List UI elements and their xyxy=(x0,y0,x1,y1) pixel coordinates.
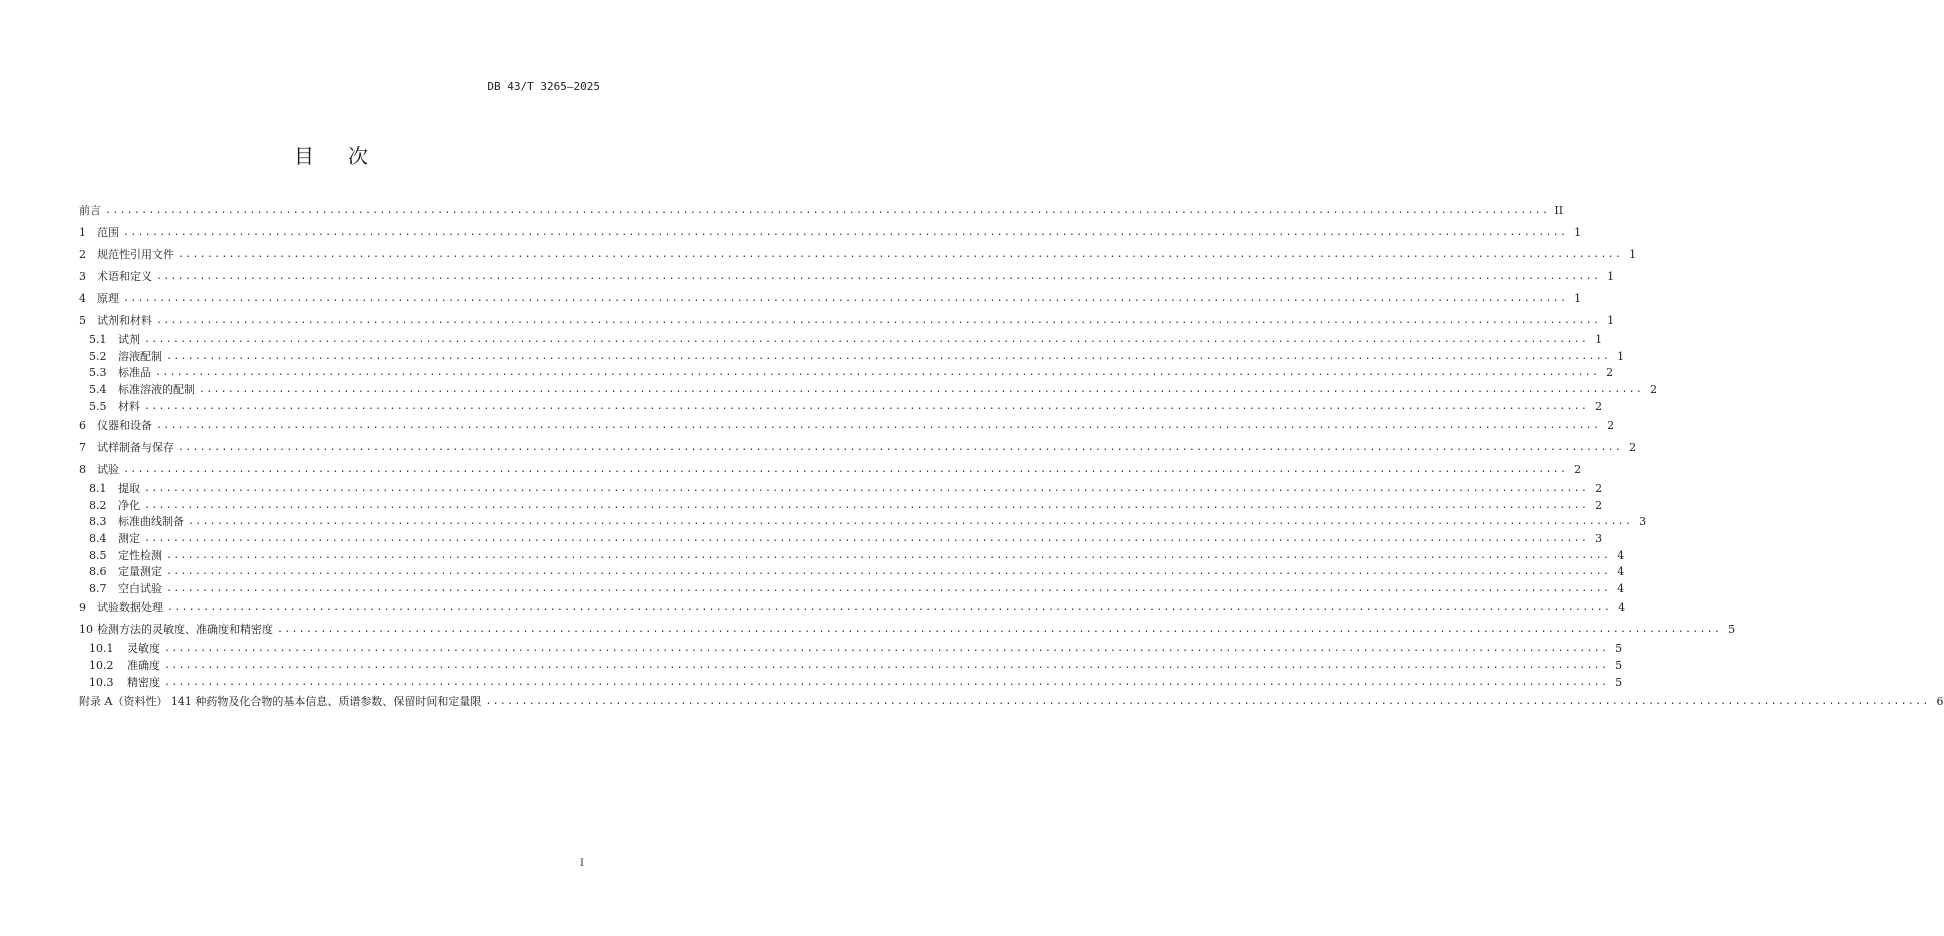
toc-entry-number: 6 xyxy=(79,418,86,432)
toc-entry[interactable] xyxy=(79,349,1625,366)
toc-entry[interactable] xyxy=(79,437,1637,459)
toc-entry-title: 标准溶液的配制 xyxy=(118,383,195,397)
toc-leader-dots: ........................................................................................................................................................................................................ xyxy=(123,463,1568,475)
toc-entry[interactable] xyxy=(79,365,1614,382)
toc-entry[interactable] xyxy=(79,641,1623,658)
toc-entry-number: 5 xyxy=(79,314,86,327)
toc-entry-number: 5.3 xyxy=(89,366,107,380)
toc-entry-page: 1 xyxy=(1595,333,1603,347)
toc-entry[interactable] xyxy=(79,415,1615,437)
toc-entry[interactable] xyxy=(79,564,1625,581)
toc-entry-page: 2 xyxy=(1574,462,1582,476)
toc-entry-page: 1 xyxy=(1617,349,1625,363)
toc-leader-dots: ........................................................................................................................................................................................................ xyxy=(277,624,1722,636)
toc-entry-page: 4 xyxy=(1617,548,1625,562)
toc-entry-title: 规范性引用文件 xyxy=(97,248,174,261)
toc-entry-title: 试样制备与保存 xyxy=(97,440,174,454)
toc-entry-page: 1 xyxy=(1629,248,1637,261)
toc-leader-dots: ........................................................................................................................................................................................................ xyxy=(155,367,1600,379)
page-title: 目次 xyxy=(294,144,402,168)
toc-entry-title: 前言 xyxy=(79,204,101,217)
toc-entry-title: 标准品 xyxy=(118,366,151,380)
toc-entry-page: 2 xyxy=(1595,498,1603,512)
document-code: DB 43/T 3265—2025 xyxy=(487,80,600,93)
toc-entry-number: 3 xyxy=(79,270,86,283)
toc-entry-number: 10 xyxy=(79,623,93,637)
toc-leader-dots: ........................................................................................................................................................................................................ xyxy=(144,533,1589,545)
toc-entry[interactable] xyxy=(79,222,1582,244)
page-number: I xyxy=(580,858,584,869)
toc-entry-page: 4 xyxy=(1617,581,1625,595)
toc-leader-dots: ........................................................................................................................................................................................................ xyxy=(156,419,1601,431)
toc-entry[interactable] xyxy=(79,310,1615,332)
toc-entry-number: 8.5 xyxy=(89,548,107,562)
toc-entry-title: 原理 xyxy=(97,292,119,305)
toc-entry-number: 8.2 xyxy=(89,498,107,512)
toc-entry-number: 5.4 xyxy=(89,383,107,397)
toc-leader-dots: ........................................................................................................................................................................................................ xyxy=(166,549,1611,561)
toc-entry[interactable] xyxy=(79,581,1625,598)
toc-entry-page: 2 xyxy=(1606,366,1614,380)
toc-entry-page: 5 xyxy=(1615,675,1623,689)
toc-entry[interactable] xyxy=(79,332,1603,349)
toc-entry-page: 2 xyxy=(1650,383,1658,397)
toc-entry-number: 10.1 xyxy=(89,642,114,656)
toc-entry[interactable] xyxy=(79,658,1623,675)
toc-entry-page: 5 xyxy=(1615,642,1623,656)
toc-entry-page: 2 xyxy=(1629,440,1637,454)
toc-entry-number: 8.1 xyxy=(89,482,107,496)
toc-leader-dots: ........................................................................................................................................................................................................ xyxy=(485,695,1930,707)
toc-leader-dots: ........................................................................................................................................................................................................ xyxy=(164,643,1609,655)
toc-entry-page: 4 xyxy=(1618,601,1626,615)
toc-entry-title: 测定 xyxy=(118,532,140,546)
toc-leader-dots: ........................................................................................................................................................................................................ xyxy=(144,400,1589,412)
toc-entry-page: 2 xyxy=(1607,418,1615,432)
toc-entry-number: 8 xyxy=(79,462,86,476)
toc-entry-number: 7 xyxy=(79,440,86,454)
toc-leader-dots: ........................................................................................................................................................................................................ xyxy=(166,350,1611,362)
toc-leader-dots: ........................................................................................................................................................................................................ xyxy=(123,227,1568,238)
toc-entry-number: 8.6 xyxy=(89,565,107,579)
toc-entry[interactable] xyxy=(79,266,1615,288)
toc-leader-dots: ........................................................................................................................................................................................................ xyxy=(156,315,1601,326)
toc-entry-title: 检测方法的灵敏度、准确度和精密度 xyxy=(97,623,273,637)
toc-entry-page: 6 xyxy=(1936,694,1944,708)
toc-entry-number: 5.5 xyxy=(89,399,107,413)
toc-entry-title: 准确度 xyxy=(127,659,160,673)
toc-entry-number: 5.2 xyxy=(89,349,107,363)
toc-entry[interactable] xyxy=(79,547,1625,564)
toc-entry[interactable] xyxy=(79,691,1944,713)
toc-leader-dots: ........................................................................................................................................................................................................ xyxy=(166,566,1611,578)
toc-entry-title: 试验 xyxy=(97,462,119,476)
toc-entry-title: 溶液配制 xyxy=(118,349,162,363)
toc-entry-title: 净化 xyxy=(118,498,140,512)
toc-entry-page: 5 xyxy=(1728,623,1736,637)
toc-entry-number: 4 xyxy=(79,292,86,305)
toc-leader-dots: ........................................................................................................................................................................................................ xyxy=(144,483,1589,495)
toc-entry-page: II xyxy=(1554,204,1564,217)
toc-entry[interactable] xyxy=(79,514,1647,531)
toc-entry-number: 9 xyxy=(79,601,86,615)
toc-entry-number: 10.3 xyxy=(89,675,114,689)
toc-entry-page: 1 xyxy=(1574,226,1582,239)
toc-entry-title: 术语和定义 xyxy=(97,270,152,283)
toc-leader-dots: ........................................................................................................................................................................................................ xyxy=(144,334,1589,346)
toc-entry-title: 空白试验 xyxy=(118,581,162,595)
toc-entry-title: 定量测定 xyxy=(118,565,162,579)
toc-entry-number: 2 xyxy=(79,248,86,261)
table-of-contents xyxy=(79,200,1944,713)
toc-entry-page: 4 xyxy=(1617,565,1625,579)
toc-entry-number: 5.1 xyxy=(89,333,107,347)
toc-entry-title: 试剂 xyxy=(118,333,140,347)
toc-entry[interactable] xyxy=(79,674,1623,691)
toc-entry-number: 10.2 xyxy=(89,659,114,673)
toc-entry-title: 提取 xyxy=(118,482,140,496)
toc-entry-title: 范围 xyxy=(97,226,119,239)
toc-entry-page: 2 xyxy=(1595,482,1603,496)
toc-leader-dots: ........................................................................................................................................................................................................ xyxy=(156,271,1601,282)
toc-entry-title: 仪器和设备 xyxy=(97,418,152,432)
toc-leader-dots: ........................................................................................................................................................................................................ xyxy=(199,384,1644,396)
toc-entry-page: 3 xyxy=(1595,532,1603,546)
toc-entry-page: 3 xyxy=(1639,515,1647,529)
toc-entry-title: 定性检测 xyxy=(118,548,162,562)
toc-entry[interactable] xyxy=(79,597,1626,619)
toc-entry[interactable] xyxy=(79,382,1658,399)
toc-leader-dots: ........................................................................................................................................................................................................ xyxy=(105,205,1550,216)
toc-entry[interactable] xyxy=(79,244,1637,266)
toc-entry-title: 灵敏度 xyxy=(127,642,160,656)
toc-leader-dots: ........................................................................................................................................................................................................ xyxy=(166,582,1611,594)
toc-entry-number: 8.4 xyxy=(89,532,107,546)
toc-entry[interactable] xyxy=(79,498,1603,515)
toc-leader-dots: ........................................................................................................................................................................................................ xyxy=(144,499,1589,511)
toc-leader-dots: ........................................................................................................................................................................................................ xyxy=(178,441,1623,453)
toc-entry-page: 1 xyxy=(1607,270,1615,283)
toc-entry-title: 试验数据处理 xyxy=(97,601,163,615)
toc-leader-dots: ........................................................................................................................................................................................................ xyxy=(164,660,1609,672)
toc-entry-title: 附录 A（资料性） 141 种药物及化合物的基本信息、质谱参数、保留时间和定量限 xyxy=(79,694,482,708)
toc-entry[interactable] xyxy=(79,288,1582,310)
toc-entry-title: 精密度 xyxy=(127,675,160,689)
toc-entry[interactable] xyxy=(79,531,1603,548)
toc-entry[interactable] xyxy=(79,619,1736,641)
toc-entry[interactable] xyxy=(79,481,1603,498)
toc-entry[interactable] xyxy=(79,200,1564,222)
toc-leader-dots: ........................................................................................................................................................................................................ xyxy=(123,293,1568,304)
toc-leader-dots: ........................................................................................................................................................................................................ xyxy=(178,249,1623,260)
toc-entry-page: 5 xyxy=(1615,659,1623,673)
toc-entry-title: 标准曲线制备 xyxy=(118,515,184,529)
toc-entry-number: 8.3 xyxy=(89,515,107,529)
toc-entry-page: 1 xyxy=(1574,292,1582,305)
toc-entry-page: 2 xyxy=(1595,399,1603,413)
toc-entry[interactable] xyxy=(79,398,1603,415)
toc-entry[interactable] xyxy=(79,459,1582,481)
toc-entry-page: 1 xyxy=(1607,314,1615,327)
toc-leader-dots: ........................................................................................................................................................................................................ xyxy=(188,516,1633,528)
toc-leader-dots: ........................................................................................................................................................................................................ xyxy=(167,602,1612,614)
toc-entry-title: 试剂和材料 xyxy=(97,314,152,327)
toc-entry-number: 1 xyxy=(79,226,86,239)
toc-entry-number: 8.7 xyxy=(89,581,107,595)
toc-entry-title: 材料 xyxy=(118,399,140,413)
toc-leader-dots: ........................................................................................................................................................................................................ xyxy=(164,676,1609,688)
